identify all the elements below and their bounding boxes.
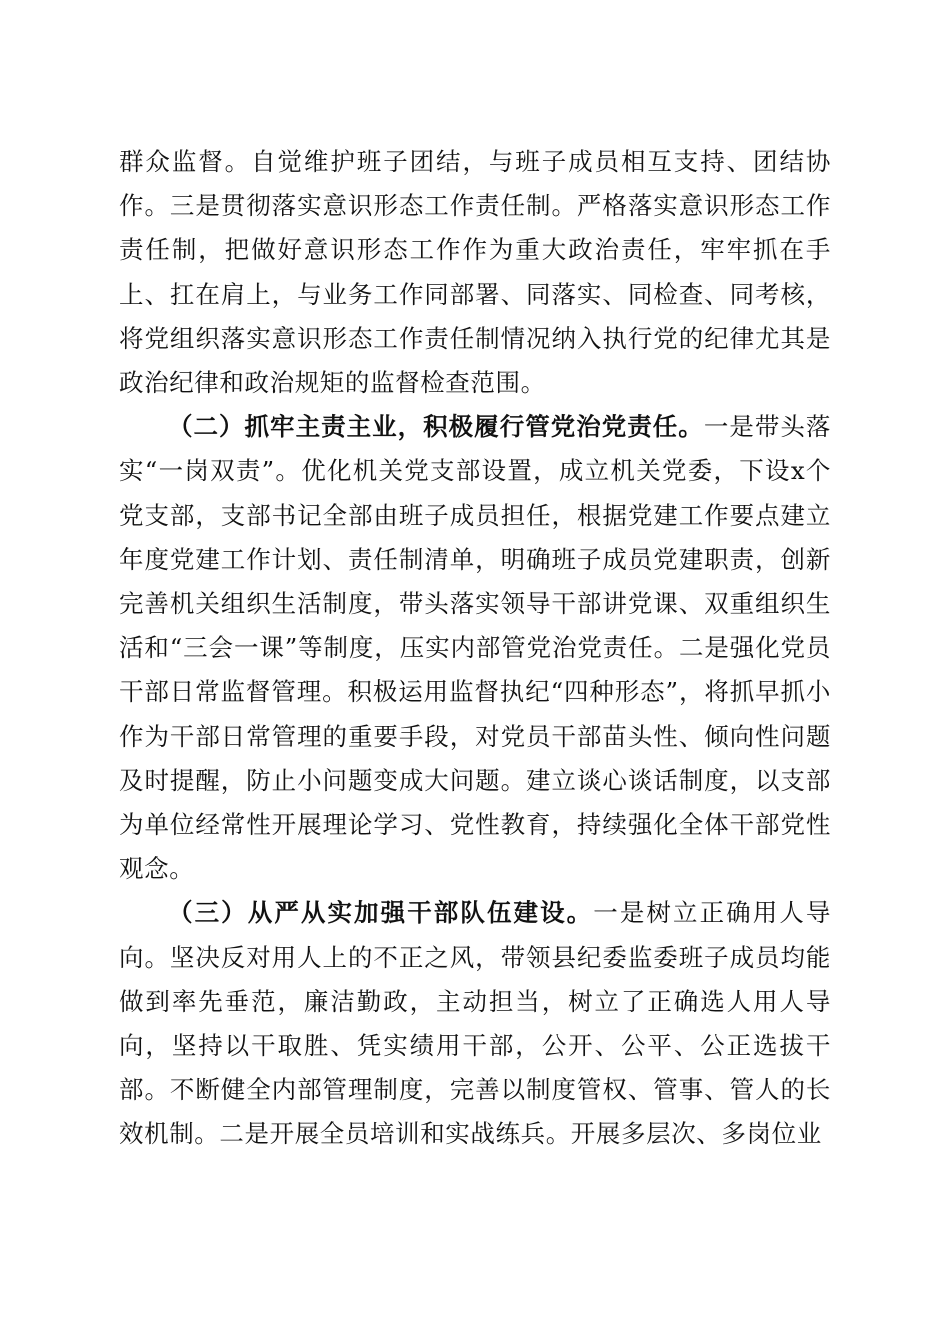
paragraph-section-3	[119, 891, 831, 1156]
paragraph-continuation	[119, 140, 831, 405]
section-3-heading: （三）从严从实加强干部队伍建设。	[168, 898, 594, 928]
section-2-text: 一是带头落实“一岗双责”。优化机关党支部设置，成立机关党委，下设x个党支部，支部书记全部由班子成员担任，根据党建工作要点建立年度党建工作计划、责任制清单，明确班子成员党建职责，创新完善机关组织生活制度，带头落实领导干部讲党课、双重组织生活和“三会一课”等制度，压实内部管党治党责任。二是强化党员干部日常监督管理。积极运用监督执纪“四种形态”，将抓早抓小作为干部日常管理的重要手段，对党员干部苗头性、倾向性问题及时提醒，防止小问题变成大问题。建立谈心谈话制度，以支部为单位经常性开展理论学习、党性教育，持续强化全体干部党性观念。	[119, 412, 831, 884]
paragraph-1-text: 群众监督。自觉维护班子团结，与班子成员相互支持、团结协作。三是贯彻落实意识形态工作责任制。严格落实意识形态工作责任制，把做好意识形态工作作为重大政治责任，牢牢抓在手上、扛在肩上，与业务工作同部署、同落实、同检查、同考核，将党组织落实意识形态工作责任制情况纳入执行党的纪律尤其是政治纪律和政治规矩的监督检查范围。	[119, 147, 831, 398]
section-2-heading: （二）抓牢主责主业，积极履行管党治党责任。	[168, 412, 704, 442]
section-3-text: 一是树立正确用人导向。坚决反对用人上的不正之风，带领县纪委监委班子成员均能做到率先垂范，廉洁勤政，主动担当，树立了正确选人用人导向，坚持以干取胜、凭实绩用干部，公开、公平、公正选拔干部。不断健全内部管理制度，完善以制度管权、管事、管人的长效机制。二是开展全员培训和实战练兵。开展多层次、多岗位业	[119, 898, 831, 1149]
body-text	[119, 140, 831, 1157]
paragraph-section-2	[119, 405, 831, 891]
